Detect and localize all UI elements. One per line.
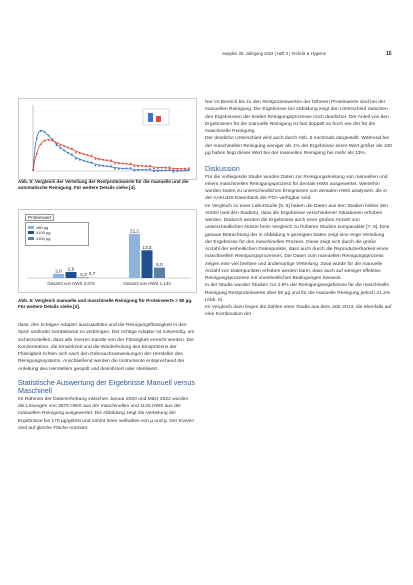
inset-bar <box>148 113 153 122</box>
scatter-point <box>141 165 143 167</box>
paragraph: Im Vergleich zu einer Laborstudie [5, 6] haben die Daten aus den Studien bisher den Vorteil (seit den Studien), dass die Ergebnisse verschiedener Situationen erhoben werden. Dadurch werden die Ergebnisse auch einer großen Anzahl von unterschiedlichen Nutzer beim Vergleich zu früheren Studien komparabler [7, 8]. Eine genaue Betrachtung der in Abbildung 5 gezeigten Daten zeigt eine enge Verteilung der Ergebnisse für den maschinellen Prozess. Diese zeigt sich durch die große Anzahl der einheitlichen Datenpunkte, dass auch durch die Reproduzierbarkeit eines maschinellen Reinigungsprozesses. Die Daten zum manuellen Reinigungsprozess zeigen eine viel breitere und andersartige Verteilung. Zwar wurde für die manuelle Anzahl von Datenpunkten erhoben werden kann, dass auch auf weniger effektive Reinigungsprozesse mit uneinheitlichen Bedingungen hinweist. <box>205 203 390 282</box>
scatter-point <box>153 168 155 170</box>
scatter-point <box>169 169 171 171</box>
data-label: 21,2 <box>130 228 139 234</box>
legend-label: ≥100 µg <box>36 230 51 235</box>
scatter-point <box>83 160 85 162</box>
paragraph: Im Vergleich dazu liegen die Zahlen einer Studie aus dem Jahr 2013, die ebenfalls auf eine Kombination der <box>205 305 392 318</box>
paragraph: Für die vorliegende Studie wurden Daten zur Reinigungsleistung von manuellen und einem maschinellen Reinigungsprozess für dentale HWS ausgewertet. Weiterhin wurden Daten zu unterschiedlichen Ereignissen von dentalen HWS analysiert, die in der AAKUDS-Datenbank der FDA verfügbar sind. <box>205 174 388 202</box>
bar <box>129 234 140 278</box>
scatter-point <box>130 163 132 165</box>
scatter-point <box>83 153 85 155</box>
scatter-point <box>59 144 61 146</box>
series-line-machine <box>33 130 189 171</box>
scatter-point <box>44 131 46 133</box>
scatter-point <box>67 147 69 149</box>
figure-6-legend <box>25 222 89 246</box>
scatter-point <box>36 137 38 139</box>
category-label: Gesamt von HWS 1.133 <box>123 281 171 286</box>
paragraph: Der deutliche Unterschied wird auch durch Abb. 6 nochmals dargestellt. Während bei der maschinellen Reinigung weniger als 1% der Ergebnisse einen Wert größer als 100 µg haben liegt dieser Wert bei der manuellen Reinigung bei mehr als 13%. <box>205 136 392 156</box>
scatter-point <box>141 169 143 171</box>
scatter-point <box>180 170 182 172</box>
scatter-point <box>118 163 120 165</box>
left-column <box>18 322 196 432</box>
scatter-point <box>157 170 159 172</box>
scatter-point <box>106 165 108 167</box>
scatter-point <box>145 165 147 167</box>
scatter-point <box>91 161 93 163</box>
scatter-point <box>114 163 116 165</box>
scatter-point <box>56 143 58 145</box>
data-label: 5,0 <box>156 262 163 268</box>
scatter-point <box>157 167 159 169</box>
scatter-point <box>71 153 73 155</box>
scatter-point <box>176 168 178 170</box>
scatter-point <box>153 171 155 173</box>
scatter-point <box>188 167 190 169</box>
scatter-point <box>48 139 50 141</box>
scatter-point <box>184 169 186 171</box>
scatter-point <box>137 165 139 167</box>
figure-5-chart <box>19 99 196 179</box>
scatter-point <box>169 166 171 168</box>
section-heading: Diskussion <box>205 164 240 173</box>
scatter-point <box>149 168 151 170</box>
scatter-point <box>44 140 46 142</box>
running-header <box>222 51 392 56</box>
scatter-point <box>95 158 97 160</box>
legend-swatch <box>28 237 34 240</box>
bar <box>66 272 77 278</box>
scatter-point <box>32 169 34 171</box>
scatter-point <box>176 171 178 173</box>
scatter-point <box>59 147 61 149</box>
right-column <box>205 99 392 319</box>
scatter-point <box>98 159 100 161</box>
legend-label: ≥150 µg <box>36 235 51 241</box>
scatter-point <box>67 152 69 154</box>
paragraph: Nur im Bereich bis zu den Restproteinwerten der höheren Proteinwerte sind bei der manuellen Reinigung. Die Ergebnisse bei Abbildung zeigt den Unterschied zwischen den Ergebnissen der beiden Reinigungsprozesse noch deutlicher. Der Anteil von den Ergebnissen für die manuelle Reinigung ist fast doppelt so hoch wie der für die maschinelle Reinigung. <box>205 100 389 134</box>
scatter-point <box>118 168 120 170</box>
figure-5 <box>18 98 197 180</box>
data-label: 0,3 <box>80 271 87 277</box>
figure-6 <box>18 209 197 293</box>
legend-swatch <box>28 231 34 234</box>
bar <box>154 268 165 278</box>
scatter-point <box>98 165 100 167</box>
scatter-point <box>79 153 81 155</box>
legend-item <box>28 236 86 241</box>
figure-6-caption: Abb. 6: Vergleich manuelle und maschinelle Reinigung für Proteinwerte > 80 µg. Für weitere Details siehe [4]. <box>18 298 193 309</box>
legend-item <box>28 225 86 230</box>
scatter-point <box>126 167 128 169</box>
scatter-point <box>165 169 167 171</box>
scatter-point <box>161 170 163 172</box>
bar <box>53 274 64 278</box>
scatter-point <box>134 170 136 172</box>
scatter-point <box>134 166 136 168</box>
bar <box>142 250 153 278</box>
scatter-point <box>40 144 42 146</box>
scatter-point <box>130 167 132 169</box>
scatter-point <box>184 168 186 170</box>
scatter-point <box>87 161 89 163</box>
scatter-point <box>48 135 50 137</box>
figure-5-caption: Abb. 5: Vergleich der Verteilung der Restproteinwerte für die manuelle und die automatische Reinigung. Für weitere Details siehe [4]. <box>18 179 189 190</box>
scatter-point <box>87 154 89 156</box>
legend-label: ≥80 µg <box>36 224 49 230</box>
scatter-point <box>63 150 65 152</box>
scatter-point <box>173 169 175 171</box>
data-label: 13,3 <box>142 244 152 250</box>
legend-swatch <box>28 226 34 229</box>
figure-6-ylabel: Proteinwert <box>25 214 54 221</box>
paragraph: Im Rahmen der Datenerhebung zwischen Januar 2020 und März 2022 wurden die Lösungen von 3675 HWS aus der maschinellen und 1133 HWS aus der manuellen Reinigung ausgewertet. Die Abbildung zeigt die Verteilung der Ergebnisse bis 170 µg/gelöst und nimmt Inner wollwiltes von µ und g. Der Kurven sind auf gleiche Fläche normiert. <box>18 396 195 431</box>
scatter-point <box>161 167 163 169</box>
scatter-point <box>122 168 124 170</box>
page-number: 15 <box>386 50 392 57</box>
scatter-point <box>75 158 77 160</box>
section-heading: Statistische Auswertung der Ergebnisse Manuell versus Maschinell <box>18 377 195 396</box>
legend-item <box>28 230 86 235</box>
data-label: 0,7 <box>88 271 96 277</box>
inset-bar <box>156 116 161 122</box>
scatter-point <box>122 163 124 165</box>
scatter-point <box>40 130 42 132</box>
scatter-point <box>79 159 81 161</box>
paragraph: In der Studie wurden Studien zur 2,9% der Reinigungsergebnisse für die maschinelle Reinigung Restproteinwerte über 80 µg und für die manuelle Reinigung jedoch 21,2% (Abb. 6). <box>205 283 391 303</box>
scatter-point <box>91 155 93 157</box>
scatter-point <box>71 148 73 150</box>
scatter-point <box>173 171 175 173</box>
scatter-point <box>137 169 139 171</box>
category-label: Gesamt von HWS 3.675 <box>47 281 95 286</box>
scatter-point <box>52 139 54 141</box>
scatter-point <box>149 165 151 167</box>
scatter-point <box>188 169 190 171</box>
scatter-point <box>114 168 116 170</box>
scatter-point <box>102 165 104 167</box>
scatter-point <box>126 163 128 165</box>
paragraph: dass, den richtigen Adapter auszuwählen und die Reinigungsflüssigkeit in den Spül- und/oder Gerätekanal zu verbringen. Der richtige Adapter ist notwendig, um sicherzustellen, dass alle inneren Kanäle von der Flüssigkeit erreicht werden. Die Konzentration, die Einwirkzeit und die Wiederholung des Einspritzens der Flüssigkeit richten sich nach den Gebrauchsanweisungen der Hersteller des Reinigungssystems. Anschließend werden die Instrumente entsprechend der Anleitung des Herstellers gespült und desinfiziert oder sterilisiert. <box>18 323 195 372</box>
scatter-point <box>110 159 112 161</box>
bar <box>78 277 89 278</box>
scatter-point <box>106 159 108 161</box>
scatter-point <box>145 169 147 171</box>
scatter-point <box>110 165 112 167</box>
header-text: zwapfes 30. Jahrgang 2024 | Heft 3 | Technik & Hygiene <box>222 51 327 56</box>
scatter-point <box>75 152 77 154</box>
data-label: 2,0 <box>55 268 62 274</box>
scatter-point <box>63 145 65 147</box>
scatter-point <box>36 153 38 155</box>
data-label: 2,9 <box>67 266 75 272</box>
scatter-point <box>165 167 167 169</box>
scatter-point <box>102 159 104 161</box>
scatter-point <box>95 165 97 167</box>
scatter-point <box>180 168 182 170</box>
